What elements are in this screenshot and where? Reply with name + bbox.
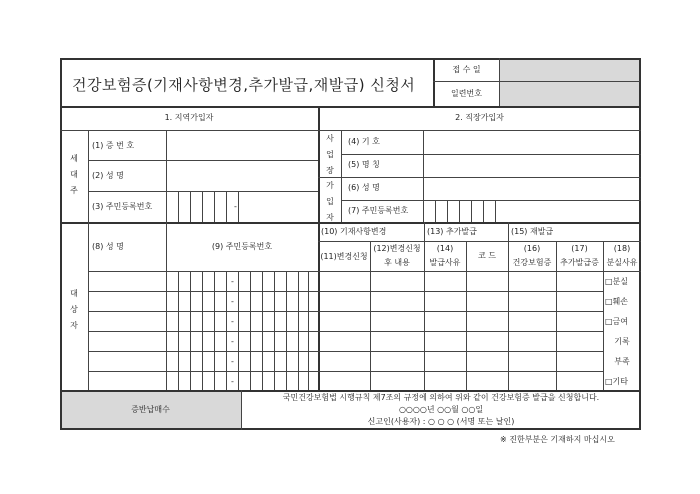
change-header: (10) 기재사항변경 (321, 227, 387, 236)
rrn-dash: - (231, 357, 234, 366)
target-side-label: 대 상 자 (70, 289, 78, 330)
application-date: ○○○○년 ○○월 ○○일 (398, 405, 484, 414)
code-header: 코 드 (478, 251, 496, 260)
workplace-code-label: (4) 기 호 (348, 137, 380, 146)
form-title: 건강보험증(기재사항변경,추가발급,재발급) 신청서 (72, 76, 416, 94)
shaded-area-note: ※ 진한부분은 기재하지 마십시오 (500, 435, 615, 444)
loss-reason-damaged[interactable]: □훼손 (605, 297, 629, 306)
change-after-header-2: 후 내용 (384, 258, 410, 267)
target-name-header: (8) 성 명 (92, 242, 124, 251)
workplace-side-top: 사 업 장 (326, 134, 334, 175)
change-request-header: (11)변경신청 (320, 252, 368, 261)
rrn-dash: - (231, 377, 234, 386)
workplace-name-label: (6) 성 명 (348, 183, 380, 192)
additional-issue-header: (13) 추가발급 (427, 227, 477, 236)
applicant-signature: 신고인(사용자) : ○ ○ ○ (서명 또는 날인) (367, 417, 515, 426)
returned-cards-count-label: 증반납매수 (131, 405, 170, 414)
rrn-dash: - (231, 317, 234, 326)
application-statement: 국민건강보험법 시행규칙 제7조의 규정에 의하여 위와 같이 건강보험증 발급을 신청합니다. (282, 393, 600, 402)
extra-card-header-2: 추가발급증 (560, 258, 599, 267)
household-card-number-label: (1) 증 번 호 (92, 141, 135, 150)
reissue-header: (15) 재발급 (511, 227, 554, 236)
rrn-dash: - (231, 337, 234, 346)
loss-reason-benefit[interactable]: □금여 (605, 317, 629, 326)
section-workplace: 2. 직장가입자 (455, 113, 504, 122)
household-rrn-label: (3) 주민등록번호 (92, 202, 153, 211)
household-name-label: (2) 성 명 (92, 171, 124, 180)
health-card-header-2: 건강보험증 (512, 258, 552, 267)
section-regional: 1. 지역가입자 (164, 113, 214, 122)
change-after-header-1: (12)변경신청 (373, 244, 421, 253)
receipt-date-label: 접 수 일 (452, 65, 481, 74)
household-side-label: 세 대 주 (70, 154, 78, 195)
rrn-dash: - (231, 277, 234, 286)
issue-reason-header-2: 발급사유 (429, 258, 461, 267)
workplace-company-label: (5) 명 칭 (348, 160, 380, 169)
loss-reason-other[interactable]: □기타 (605, 377, 629, 386)
target-rrn-header: (9) 주민등록번호 (211, 242, 273, 251)
issue-reason-header-1: (14) (436, 244, 454, 253)
workplace-rrn-label: (7) 주민등록번호 (348, 206, 409, 215)
household-rrn-dash: - (234, 202, 237, 211)
health-card-header-1: (16) (523, 244, 541, 253)
loss-reason-header-1: (18) (613, 244, 631, 253)
serial-number-label: 일련번호 (451, 89, 482, 98)
loss-reason-header-2: 분실사유 (606, 258, 638, 267)
loss-reason-lack: 부족 (614, 357, 630, 366)
loss-reason-lost[interactable]: □분실 (605, 277, 629, 286)
extra-card-header-1: (17) (571, 244, 588, 253)
workplace-side-bottom: 가 입 자 (326, 181, 334, 222)
loss-reason-record: 기록 (614, 337, 630, 346)
rrn-dash: - (231, 297, 234, 306)
